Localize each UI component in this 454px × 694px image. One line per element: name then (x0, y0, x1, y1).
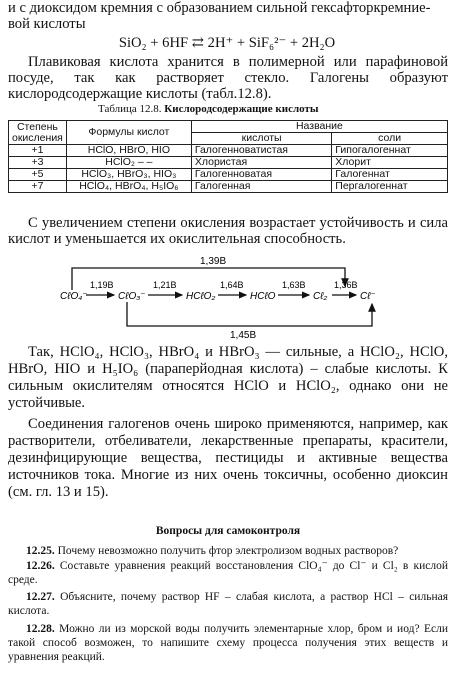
bottom-bridge-label: 1,45B (230, 330, 257, 340)
equation: SiO₂ + 6HF ⇄ 2H⁺ + SiF₆²⁻ + 2H₂O (118, 35, 336, 51)
table-row (9, 145, 448, 157)
cell-salt: Хлорит (332, 157, 448, 169)
paragraph-strength: Так, HClO₄, HClO₃, HBrO₄ и HBrO₃ — сильные, а HClO₂, HClO, HBrO, HIO и H₅IO₆ (параперйодная кислота) – слабые кислоты. К сильным окислителям относятся HClO и HClO₂, однако они не устойчивые. (8, 344, 448, 411)
cell-formula: HClO, HBrO, HIO (66, 145, 191, 157)
cell-ox: +1 (9, 145, 67, 157)
question-text: Можно ли из морской воды получить элементарные хлор, бром и иод? Если такой способ возможен, то напишите схему процесса получения этих веществ и уравнения реакций. (8, 623, 449, 663)
potential-2: 1,21B (153, 280, 177, 290)
question-text: Объясните, почему раствор HF – слабая кислота, а раствор HCl – сильная кислота. (8, 591, 448, 617)
bottom-bridge-arrow (127, 302, 372, 326)
table-caption (8, 101, 448, 117)
table-row (9, 157, 448, 169)
table-caption-title: Кислородсодержащие кислоты (164, 103, 319, 115)
questions-heading: Вопросы для самоконтроля (155, 525, 301, 537)
cell-ox: +7 (9, 181, 67, 193)
question-number: 12.27. (26, 591, 55, 603)
species-clo3: CℓO₃⁻ (118, 291, 146, 302)
potential-4: 1,63B (282, 280, 306, 290)
header-salts: соли (332, 133, 448, 145)
question-item (8, 559, 448, 587)
species-hclo: HCℓO (250, 291, 276, 302)
cell-acid: Хлористая (191, 157, 331, 169)
question-number: 12.28. (26, 623, 55, 635)
potential-scheme (0, 254, 454, 340)
cell-acid: Галогенноватистая (191, 145, 331, 157)
header-acids: кислоты (191, 133, 331, 145)
table-header-row (9, 121, 448, 133)
cell-salt: Гипогалогеннат (332, 145, 448, 157)
question-item (8, 622, 448, 664)
top-bridge-label: 1,39B (200, 256, 227, 267)
header-formulas: Формулы кислот (66, 121, 191, 145)
acids-table (8, 120, 448, 193)
cell-salt: Пергалогеннат (332, 181, 448, 193)
species-cl-: Cℓ⁻ (360, 291, 376, 302)
question-item (8, 544, 448, 558)
cell-formula: HClO₂ – – (66, 157, 191, 169)
cell-formula: HClO₄, HBrO₄, H₅IO₆ (66, 181, 191, 193)
table-row (9, 181, 448, 193)
paragraph-stability: С увеличением степени окисления возрастает устойчивость и сила кислот и уменьшается их окислительная способность. (8, 215, 448, 247)
potential-3: 1,64B (220, 280, 244, 290)
question-number: 12.25. (26, 545, 55, 557)
species-hclo2: HCℓO₂ (186, 291, 216, 302)
header-name: Название (191, 121, 447, 133)
table-caption-prefix: Таблица 12.8. (98, 103, 162, 115)
cell-salt: Галогеннат (332, 169, 448, 181)
cell-formula: HClO₃, HBrO₃, HIO₃ (66, 169, 191, 181)
species-clo4: CℓO₄⁻ (60, 291, 88, 302)
table-row (9, 169, 448, 181)
cell-acid: Галогенная (191, 181, 331, 193)
potential-5: 1,36B (334, 280, 358, 290)
question-text: Составьте уравнения реакций восстановления ClO₄⁻ до Cl⁻ и Cl₂ в кислой среде. (8, 560, 448, 586)
intro-paragraph: Плавиковая кислота хранится в полимерной или парафиновой посуде, так как растворяет стекло. Галогены образуют кислородсодержащие кислоты (табл.12.8). (8, 54, 448, 102)
header-oxidation: Степень окисления (9, 121, 67, 145)
cell-acid: Галогенноватая (191, 169, 331, 181)
intro-line2: вой кислоты (8, 16, 86, 32)
potential-1: 1,19B (90, 280, 114, 290)
question-number: 12.26. (26, 560, 55, 572)
paragraph-applications: Соединения галогенов очень широко применяются, например, как растворители, отбеливатели, лекарственные препараты, красители, дезинфицирующие вещества, пестициды и активные вещества источников тока. Многие из них очень токсичны, особенно диоксин (см. гл. 13 и 15). (8, 416, 448, 500)
species-cl2: Cℓ₂ (313, 291, 328, 302)
cell-ox: +3 (9, 157, 67, 169)
question-item (8, 590, 448, 618)
cell-ox: +5 (9, 169, 67, 181)
question-text: Почему невозможно получить фтор электролизом водных растворов? (57, 545, 399, 557)
intro-line1: и с диоксидом кремния с образованием сильной гексафторкремние- (8, 0, 431, 16)
